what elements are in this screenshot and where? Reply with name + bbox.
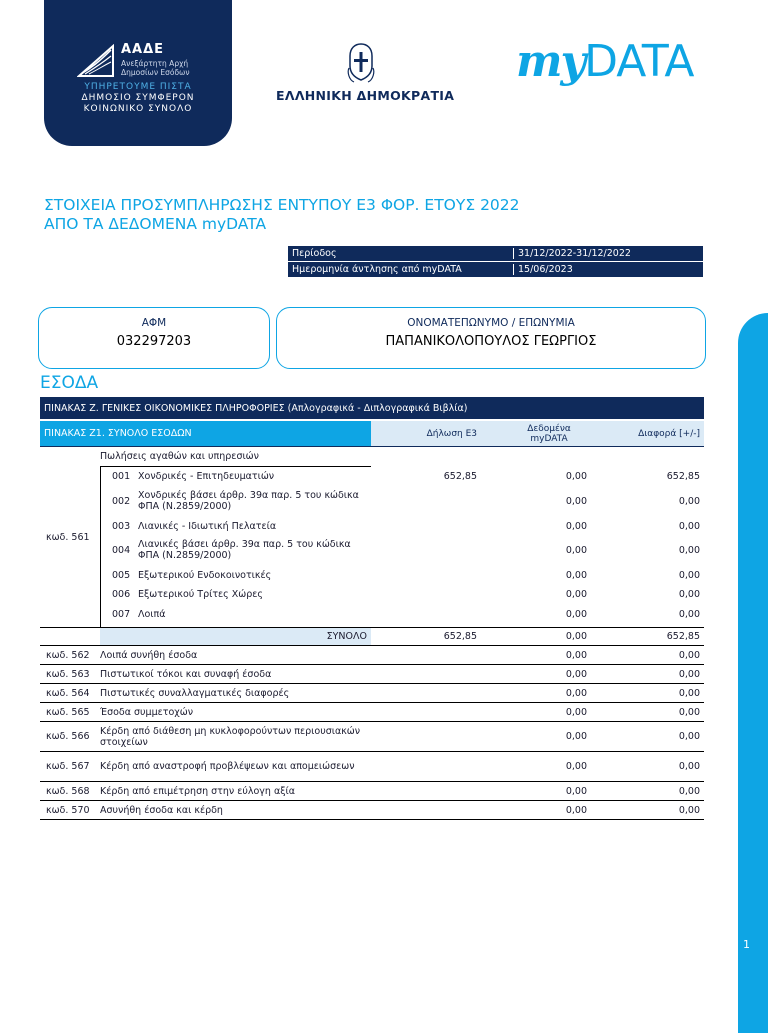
- row-diff-value: 0,00: [678, 520, 700, 532]
- republic-title: ΕΛΛΗΝΙΚΗ ΔΗΜΟΚΡΑΤΙΑ: [276, 88, 455, 103]
- row-e3-value: 652,85: [443, 470, 477, 482]
- row-description: Εξωτερικού Τρίτες Χώρες: [138, 588, 263, 600]
- row-mydata-value: 0,00: [565, 731, 587, 742]
- period-box: [288, 246, 703, 277]
- row-number: 006: [112, 588, 131, 600]
- table-sub-header-title: ΠΙΝΑΚΑΣ Ζ1. ΣΥΝΟΛΟ ΕΣΟΔΩΝ: [40, 421, 371, 446]
- row-description: Κέρδη από επιμέτρηση στην εύλογη αξία: [100, 785, 295, 797]
- sum-label: ΣΥΝΟΛΟ: [100, 628, 371, 645]
- table-row: [40, 665, 704, 684]
- column-header-e3: Δήλωση Ε3: [426, 428, 477, 439]
- mydata-logo-data: DATA: [584, 36, 694, 87]
- row-code: κωδ. 564: [46, 687, 90, 699]
- period-label: Περίοδος: [288, 248, 514, 259]
- aade-motto: [44, 82, 232, 115]
- column-header-mydata-line-1: Δεδομένα: [527, 423, 571, 434]
- column-header-mydata-line-2: myDATA: [530, 433, 568, 444]
- column-header-diff: Διαφορά [+/-]: [638, 428, 700, 439]
- sum-row: [40, 627, 704, 646]
- table-sub-header: [40, 421, 704, 446]
- row-description: Λοιπά συνήθη έσοδα: [100, 649, 198, 661]
- side-accent-strip: [738, 313, 768, 1033]
- afm-box: [38, 307, 270, 369]
- row-mydata-value: 0,00: [565, 470, 587, 482]
- table-row: [100, 467, 704, 485]
- row-code: κωδ. 563: [46, 668, 90, 680]
- sum-mydata-value: 0,00: [565, 631, 587, 642]
- document-title-line-1: ΣΤΟΙΧΕΙΑ ΠΡΟΣΥΜΠΛΗΡΩΣΗΣ ΕΝΤΥΠΟΥ Ε3 ΦΟΡ. ΕΤΟΥΣ 2022: [44, 196, 520, 214]
- row-mydata-value: 0,00: [565, 544, 587, 556]
- table-row: [100, 605, 704, 623]
- mydata-logo: [516, 36, 693, 87]
- period-row: [288, 246, 703, 261]
- row-description: Λιανικές βάσει άρθρ. 39α παρ. 5 του κώδικα ΦΠΑ (Ν.2859/2000): [138, 539, 351, 561]
- row-description: Λιανικές - Ιδιωτική Πελατεία: [138, 520, 277, 532]
- row-diff-value: 0,00: [678, 785, 700, 797]
- sum-e3-value: 652,85: [443, 631, 477, 642]
- motto-line-3: ΚΟΙΝΩΝΙΚΟ ΣΥΝΟΛΟ: [83, 104, 193, 114]
- code-561-label: κωδ. 561: [46, 531, 90, 543]
- row-mydata-value: 0,00: [565, 569, 587, 581]
- row-diff-value: 0,00: [678, 706, 700, 718]
- motto-line-2: ΔΗΜΟΣΙΟ ΣΥΜΦΕΡΟΝ: [81, 93, 195, 103]
- row-mydata-value: 0,00: [565, 761, 587, 772]
- row-mydata-value: 0,00: [565, 687, 587, 699]
- aade-name: ΑΑΔΕ: [121, 42, 165, 57]
- row-mydata-value: 0,00: [565, 520, 587, 532]
- row-code: κωδ. 568: [46, 785, 90, 797]
- row-code: κωδ. 567: [46, 761, 90, 772]
- row-diff-value: 0,00: [678, 731, 700, 742]
- row-diff-value: 0,00: [678, 588, 700, 600]
- table-row: [100, 566, 704, 584]
- aade-sub-line-1: Ανεξάρτητη Αρχή: [121, 59, 189, 68]
- aade-banner: [44, 0, 232, 146]
- row-code: κωδ. 562: [46, 649, 90, 661]
- table-row: [40, 752, 704, 782]
- afm-value: 032297203: [116, 334, 192, 349]
- row-code: κωδ. 565: [46, 706, 90, 718]
- fetch-date-value: 15/06/2023: [518, 264, 573, 275]
- row-number: 005: [112, 569, 131, 581]
- row-description: Ασυνήθη έσοδα και κέρδη: [100, 804, 223, 816]
- table-main-header: ΠΙΝΑΚΑΣ Ζ. ΓΕΝΙΚΕΣ ΟΙΚΟΝΟΜΙΚΕΣ ΠΛΗΡΟΦΟΡΙΕΣ (Απλογραφικά - Διπλογραφικά Βιβλία): [40, 397, 704, 419]
- row-description: Χονδρικές - Επιτηδευματιών: [138, 470, 275, 482]
- motto-line-1: ΥΠΗΡΕΤΟΥΜΕ ΠΙΣΤΑ: [84, 82, 192, 92]
- row-number: 002: [112, 495, 131, 507]
- column-header-mydata: [481, 421, 591, 446]
- document-title-line-2: ΑΠΟ ΤΑ ΔΕΔΟΜΕΝΑ myDATA: [44, 215, 267, 233]
- row-mydata-value: 0,00: [565, 706, 587, 718]
- table-row: [40, 722, 704, 752]
- row-diff-value: 0,00: [678, 649, 700, 661]
- row-description: Κέρδη από διάθεση μη κυκλοφορούντων περιουσιακών στοιχείων: [100, 725, 361, 748]
- income-table: [40, 397, 704, 820]
- table-row: [100, 517, 704, 535]
- fetch-date-row: [288, 261, 703, 277]
- row-mydata-value: 0,00: [565, 608, 587, 620]
- row-code: κωδ. 566: [46, 731, 90, 742]
- document-title: [44, 196, 520, 234]
- fetch-date-label: Ημερομηνία άντλησης από myDATA: [288, 264, 514, 275]
- row-mydata-value: 0,00: [565, 495, 587, 507]
- section-title: ΕΣΟΔΑ: [40, 373, 99, 393]
- row-diff-value: 0,00: [678, 544, 700, 556]
- row-number: 001: [112, 470, 131, 482]
- table-row: [100, 585, 704, 603]
- period-value: 31/12/2022-31/12/2022: [518, 248, 631, 259]
- afm-label: ΑΦΜ: [141, 317, 167, 329]
- table-row: [40, 646, 704, 665]
- row-diff-value: 652,85: [666, 470, 700, 482]
- table-column-headers: [371, 421, 704, 446]
- table-row: [40, 801, 704, 820]
- row-mydata-value: 0,00: [565, 785, 587, 797]
- name-label: ΟΝΟΜΑΤΕΠΩΝΥΜΟ / ΕΠΩΝΥΜΙΑ: [407, 317, 575, 329]
- greek-emblem-icon: [346, 42, 376, 86]
- row-description: Λοιπά: [138, 608, 166, 620]
- row-mydata-value: 0,00: [565, 649, 587, 661]
- row-description: Έσοδα συμμετοχών: [100, 706, 194, 718]
- row-description: Εξωτερικού Ενδοκοινοτικές: [138, 569, 272, 581]
- row-mydata-value: 0,00: [565, 668, 587, 680]
- table-row: [40, 703, 704, 722]
- name-box: [276, 307, 706, 369]
- row-diff-value: 0,00: [678, 804, 700, 816]
- row-diff-value: 0,00: [678, 761, 700, 772]
- row-mydata-value: 0,00: [565, 588, 587, 600]
- row-number: 003: [112, 520, 131, 532]
- mydata-logo-my: my: [516, 36, 585, 87]
- sales-title: Πωλήσεις αγαθών και υπηρεσιών: [100, 451, 259, 462]
- page-number: 1: [743, 938, 750, 951]
- table-row: [100, 487, 704, 515]
- name-value: ΠΑΠΑΝΙΚΟΛΟΠΟΥΛΟΣ ΓΕΩΡΓΙΟΣ: [385, 334, 597, 349]
- row-diff-value: 0,00: [678, 608, 700, 620]
- table-row: [40, 684, 704, 703]
- row-diff-value: 0,00: [678, 495, 700, 507]
- aade-sub-line-2: Δημοσίων Εσόδων: [121, 68, 190, 77]
- row-description: Πιστωτικές συναλλαγματικές διαφορές: [100, 687, 290, 699]
- table-row: [100, 536, 704, 564]
- row-number: 004: [112, 544, 131, 556]
- sum-diff-value: 652,85: [666, 631, 700, 642]
- row-description: Πιστωτικοί τόκοι και συναφή έσοδα: [100, 668, 272, 680]
- aade-logo-icon: [77, 44, 115, 78]
- row-code: κωδ. 570: [46, 804, 90, 816]
- row-diff-value: 0,00: [678, 569, 700, 581]
- row-number: 007: [112, 608, 131, 620]
- code-561-block: [40, 446, 704, 627]
- row-mydata-value: 0,00: [565, 804, 587, 816]
- row-diff-value: 0,00: [678, 687, 700, 699]
- row-description: Χονδρικές βάσει άρθρ. 39α παρ. 5 του κώδικα ΦΠΑ (Ν.2859/2000): [138, 490, 359, 512]
- aade-subtitle: [121, 59, 190, 77]
- row-diff-value: 0,00: [678, 668, 700, 680]
- row-description: Κέρδη από αναστροφή προβλέψεων και απομειώσεων: [100, 761, 355, 772]
- table-row: [40, 782, 704, 801]
